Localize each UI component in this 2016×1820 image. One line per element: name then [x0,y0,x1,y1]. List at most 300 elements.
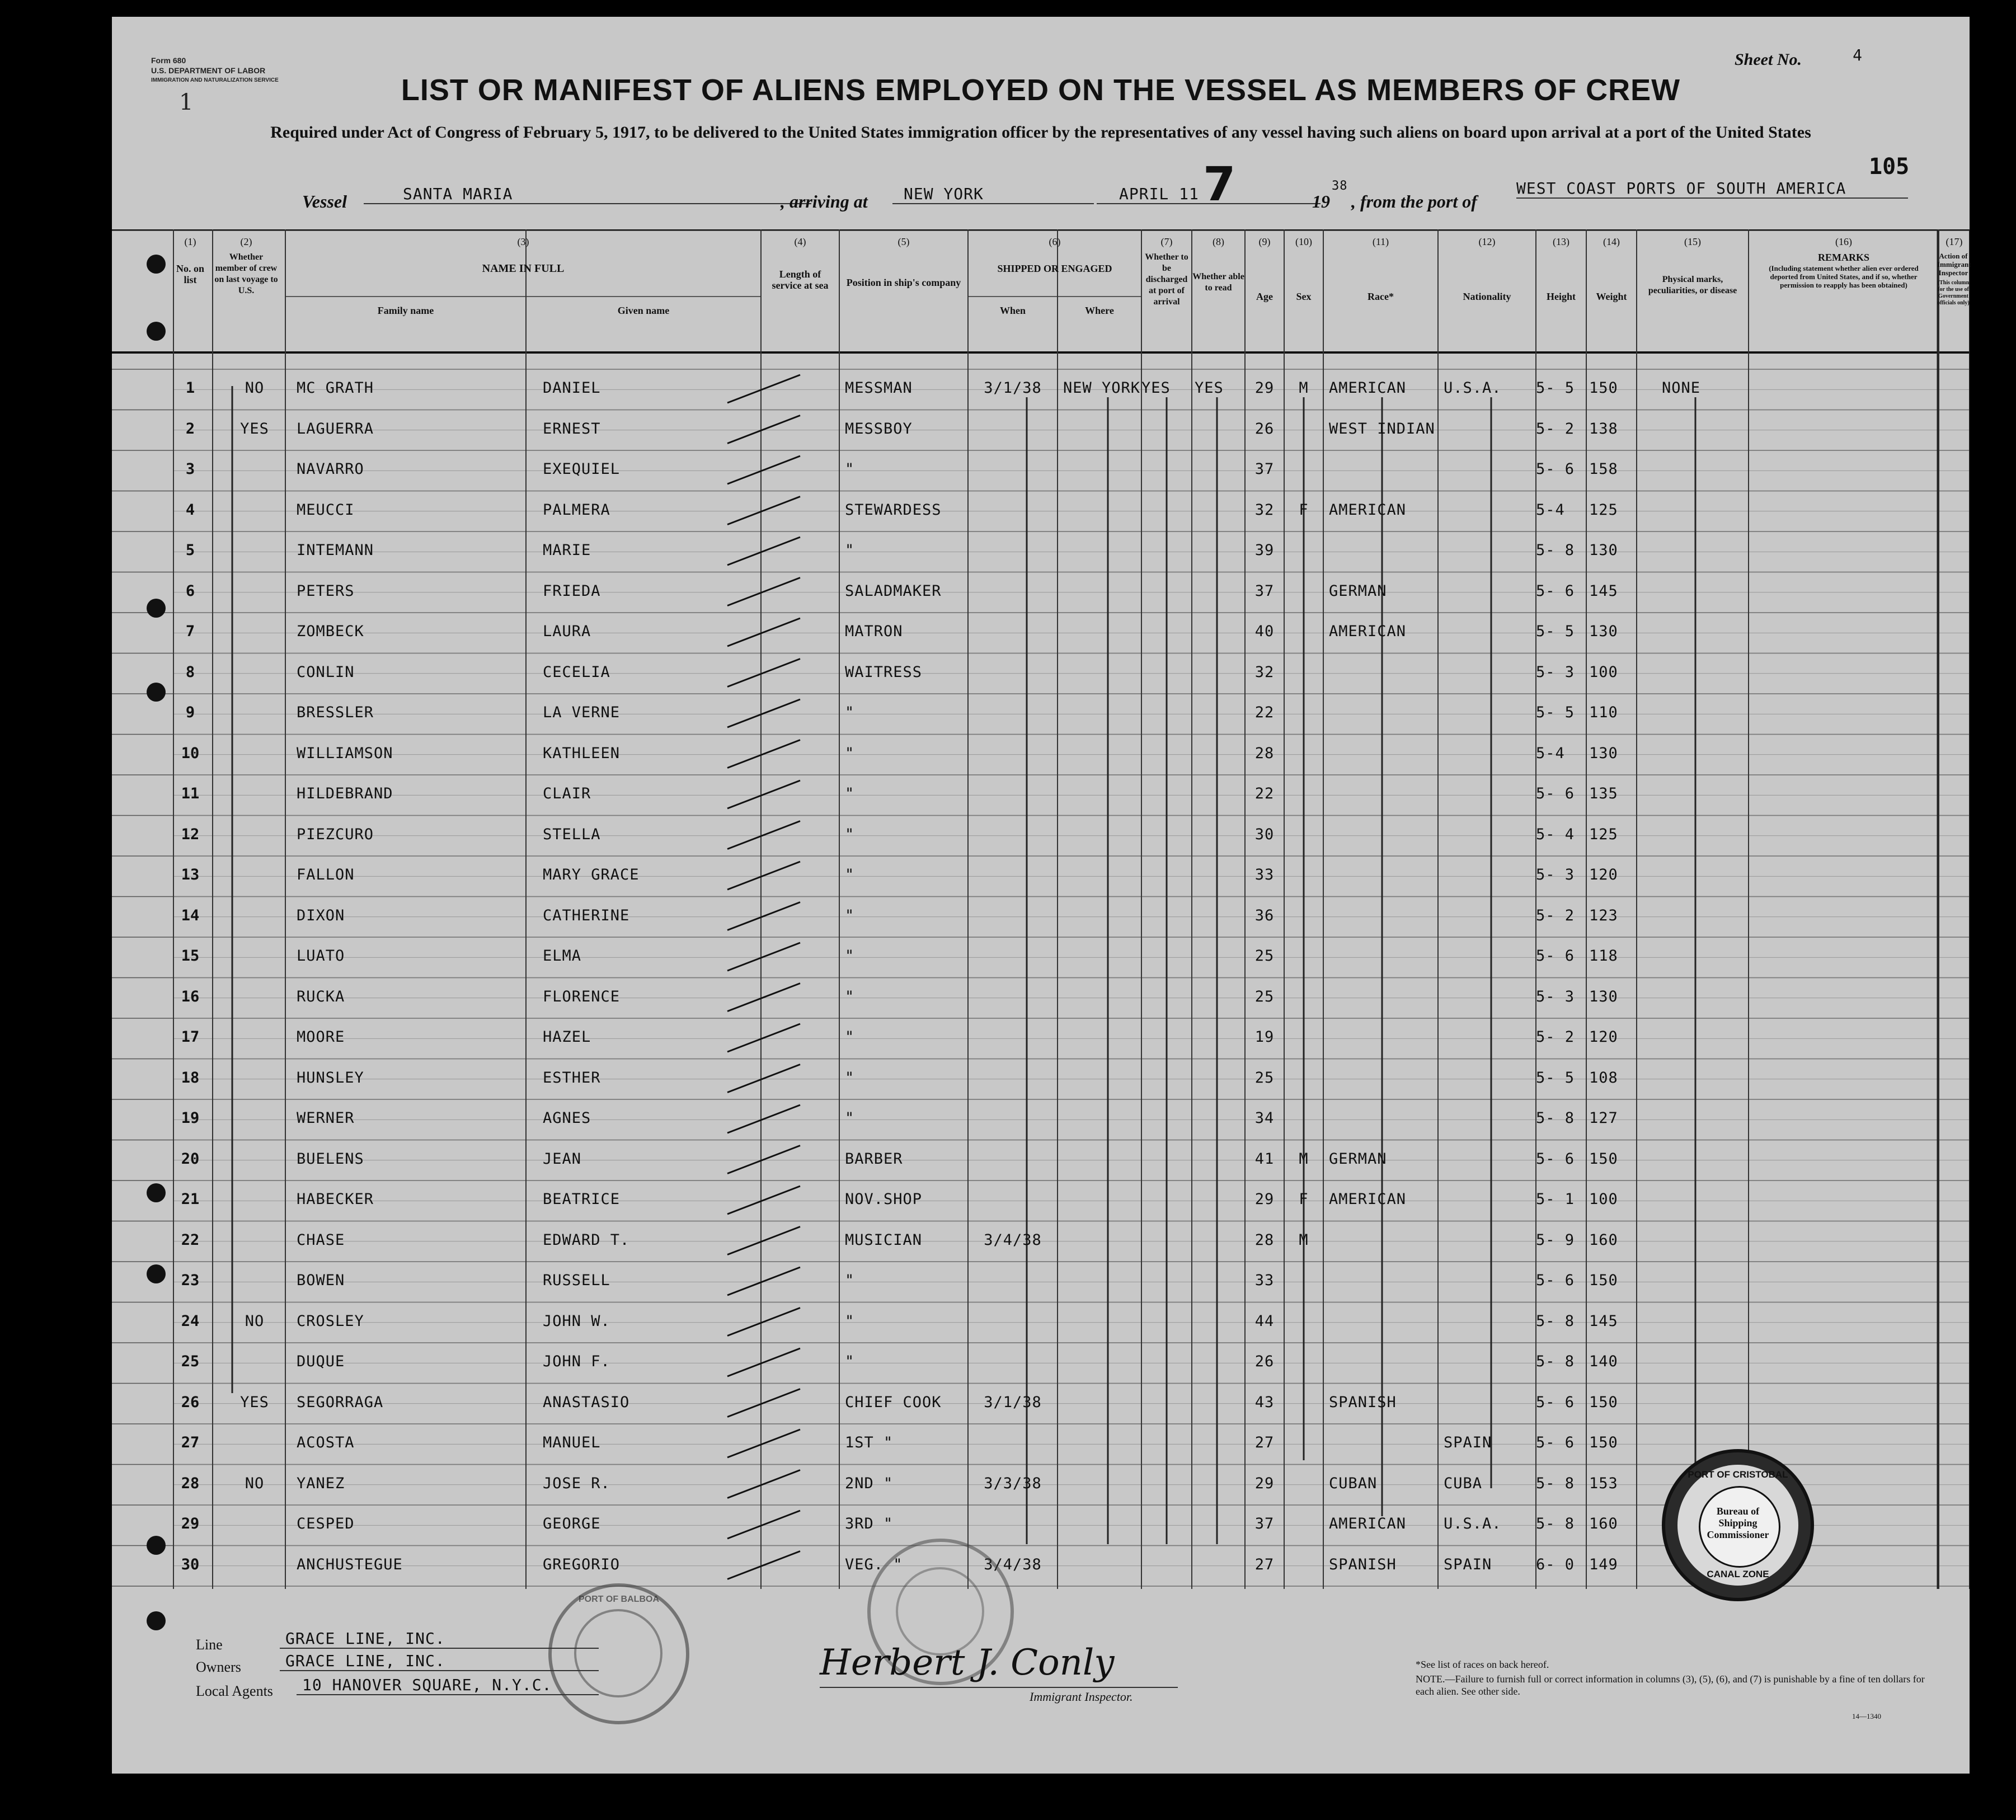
cell-weight: 130 [1589,623,1618,640]
row-number: 5 [185,542,195,559]
cell-age: 33 [1254,866,1275,883]
cell-weight: 125 [1589,501,1618,519]
form-number: Form 680 [151,56,186,65]
cell-height: 5-4 [1536,501,1565,519]
cell-given: EDWARD T. [543,1231,630,1249]
cell-position: " [845,1109,855,1127]
cell-position: " [845,785,855,802]
binder-hole [147,1183,166,1202]
cell-given: ELMA [543,947,582,965]
cell-family: SEGORRAGA [297,1393,384,1411]
row-number: 11 [181,785,200,802]
col9-num: (9) [1258,236,1271,247]
agents-label: Local Agents [196,1683,273,1699]
cell-height: 5- 8 [1536,1312,1575,1330]
cell-position: " [845,1312,855,1330]
cell-race: AMERICAN [1329,623,1407,640]
cell-weight: 138 [1589,420,1618,438]
from-port: WEST COAST PORTS OF SOUTH AMERICA [1516,179,1908,199]
cell-given: PALMERA [543,501,610,519]
cell-age: 43 [1254,1393,1275,1411]
row-number: 1 [185,379,195,397]
row-number: 23 [181,1272,200,1289]
col9-label: Age [1256,291,1273,302]
cell-height: 5- 2 [1536,906,1575,924]
cell-height: 5- 2 [1536,1028,1575,1046]
cell-age: 29 [1254,379,1275,397]
cell-family: INTEMANN [297,542,374,559]
cell-discharged: YES [1141,379,1171,397]
col10-label: Sex [1296,291,1312,302]
cell-given: MARIE [543,542,591,559]
cell-weight: 100 [1589,663,1618,681]
cell-race: AMERICAN [1329,1191,1407,1208]
row-number: 14 [181,906,200,924]
cell-race: SPANISH [1329,1555,1397,1573]
cell-weight: 120 [1589,1028,1618,1046]
cell-crew: YES [240,420,269,438]
cell-given: HAZEL [543,1028,591,1046]
col2-label: Whether member of crew on last voyage to U.S. [214,252,278,295]
cell-weight: 149 [1589,1555,1618,1573]
binder-hole [147,1264,166,1283]
cell-where: NEW YORK [1063,379,1141,397]
cell-height: 5- 6 [1536,1393,1575,1411]
cell-crew: YES [240,1393,269,1411]
cell-given: STELLA [543,825,601,843]
cell-weight: 158 [1589,460,1618,478]
owners-label: Owners [196,1659,241,1675]
cell-age: 26 [1254,1353,1275,1370]
cristobal-bottom: CANAL ZONE [1707,1569,1769,1579]
cell-family: NAVARRO [297,460,364,478]
col17-sub: (This column for the use of Government officials only) [1937,280,1970,306]
cell-age: 40 [1254,623,1275,640]
row-number: 15 [181,947,200,965]
cell-weight: 160 [1589,1231,1618,1249]
cell-weight: 150 [1589,1434,1618,1451]
row-number: 12 [181,825,200,843]
cell-nationality: SPAIN [1444,1434,1492,1451]
cell-when: 3/1/38 [984,379,1042,397]
cell-when: 3/1/38 [984,1393,1042,1411]
cell-sex: M [1299,1150,1309,1168]
col10-num: (10) [1295,236,1312,247]
cell-race: AMERICAN [1329,379,1407,397]
row-number: 18 [181,1069,200,1087]
cell-height: 5- 3 [1536,663,1575,681]
col8-label: Whether able to read [1192,272,1244,293]
row-number: 28 [181,1474,200,1492]
col3-family: Family name [377,305,434,316]
cell-weight: 110 [1589,704,1618,721]
vessel-label: Vessel [302,191,347,211]
cell-given: FRIEDA [543,582,601,600]
cell-height: 5- 9 [1536,1231,1575,1249]
sheet-number: 4 [1853,46,1863,64]
col11-label: Race* [1368,291,1394,302]
row-number: 8 [185,663,195,681]
cell-age: 33 [1254,1272,1275,1289]
cell-weight: 135 [1589,785,1618,802]
cell-age: 29 [1254,1474,1275,1492]
agents-value: 10 HANOVER SQUARE, N.Y.C. [297,1676,599,1695]
cristobal-top: PORT OF CRISTOBAL [1688,1469,1788,1480]
cell-weight: 140 [1589,1353,1618,1370]
cell-family: WILLIAMSON [297,744,393,762]
col3-num: (3) [517,236,529,247]
cell-position: BARBER [845,1150,903,1168]
cell-family: CHASE [297,1231,345,1249]
cell-age: 27 [1254,1434,1275,1451]
year-value: 38 [1332,179,1348,193]
binder-hole [147,322,166,341]
penalty-note: NOTE.—Failure to furnish full or correct information in columns (3), (5), (6), and (7) is punishable by a fine of ten dollars for each alien. See other side. [1416,1673,1925,1697]
cell-given: MANUEL [543,1434,601,1451]
col7-label: Whether to be discharged at port of arrival [1145,252,1188,307]
cell-crew: NO [245,379,265,397]
cell-given: JOHN F. [543,1353,610,1370]
cell-height: 5- 8 [1536,1515,1575,1532]
cell-height: 5- 8 [1536,1474,1575,1492]
col8-num: (8) [1213,236,1224,247]
cristobal-mid: Bureau of Shipping Commissioner [1707,1506,1769,1540]
binder-hole [147,255,166,274]
cell-height: 5- 3 [1536,987,1575,1005]
cell-position: " [845,1069,855,1087]
cell-given: LA VERNE [543,704,621,721]
cell-weight: 153 [1589,1474,1618,1492]
cell-position: NOV.SHOP [845,1191,923,1208]
cell-sex: F [1299,501,1309,519]
col11-num: (11) [1372,236,1389,247]
cell-nationality: U.S.A. [1444,1515,1502,1532]
cell-family: HILDEBRAND [297,785,393,802]
cell-weight: 130 [1589,987,1618,1005]
arriving-port: NEW YORK [892,185,1094,204]
cell-position: WAITRESS [845,663,923,681]
cell-given: RUSSELL [543,1272,610,1289]
binder-hole [147,1611,166,1630]
cell-given: KATHLEEN [543,744,621,762]
cell-height: 5- 3 [1536,866,1575,883]
cell-family: CONLIN [297,663,355,681]
col6-num: (6) [1049,236,1061,247]
cristobal-stamp [1662,1449,1814,1601]
col12-num: (12) [1478,236,1496,247]
cell-height: 5- 6 [1536,1434,1575,1451]
cell-height: 5- 6 [1536,582,1575,600]
cell-weight: 150 [1589,1272,1618,1289]
handwritten-mark: 1 [179,90,194,115]
cell-position: " [845,542,855,559]
cell-given: CLAIR [543,785,591,802]
cell-given: ERNEST [543,420,601,438]
cell-height: 5- 5 [1536,379,1575,397]
col16-sub: (Including statement whether alien ever ordered deported from United States, and if so, whether permission to reapply has been obtained) [1769,264,1919,289]
cell-family: MOORE [297,1028,345,1046]
col17-label: Action of Immigrant Inspector [1937,252,1971,277]
cell-given: JOHN W. [543,1312,610,1330]
cell-given: CECELIA [543,663,610,681]
cell-family: RUCKA [297,987,345,1005]
cell-weight: 160 [1589,1515,1618,1532]
cell-weight: 125 [1589,825,1618,843]
cell-height: 5- 6 [1536,947,1575,965]
races-note: *See list of races on back hereof. [1416,1659,1549,1670]
cell-height: 5- 4 [1536,825,1575,843]
cell-given: JOSE R. [543,1474,610,1492]
cell-family: MC GRATH [297,379,374,397]
arriving-label: , arriving at [781,191,868,211]
row-number: 6 [185,582,195,600]
row-number: 25 [181,1353,200,1370]
cell-weight: 118 [1589,947,1618,965]
cell-position: " [845,1353,855,1370]
col12-label: Nationality [1463,291,1511,302]
cell-given: ANASTASIO [543,1393,630,1411]
cell-family: CROSLEY [297,1312,364,1330]
vessel-name: SANTA MARIA [364,185,811,204]
cell-height: 5- 5 [1536,704,1575,721]
cell-race: WEST INDIAN [1329,420,1435,438]
cell-age: 36 [1254,906,1275,924]
cell-position: " [845,1272,855,1289]
cell-age: 25 [1254,1069,1275,1087]
cell-family: MEUCCI [297,501,355,519]
cell-given: EXEQUIEL [543,460,621,478]
cell-weight: 150 [1589,379,1618,397]
col3-label: NAME IN FULL [482,262,565,275]
cell-weight: 108 [1589,1069,1618,1087]
line-value: GRACE LINE, INC. [280,1629,599,1649]
page-title: LIST OR MANIFEST OF ALIENS EMPLOYED ON THE VESSEL AS MEMBERS OF CREW [401,73,1681,107]
cell-height: 5- 6 [1536,785,1575,802]
cell-height: 5- 8 [1536,1353,1575,1370]
cell-height: 5- 5 [1536,1069,1575,1087]
binder-hole [147,1536,166,1555]
row-number: 16 [181,987,200,1005]
cell-marks: NONE [1662,379,1701,397]
cell-age: 37 [1254,582,1275,600]
col13-label: Height [1547,291,1576,302]
binder-hole [147,683,166,702]
cell-position: " [845,947,855,965]
cell-position: " [845,1028,855,1046]
cell-when: 3/4/38 [984,1231,1042,1249]
cell-race: GERMAN [1329,1150,1387,1168]
cell-height: 5- 6 [1536,1272,1575,1289]
cell-height: 5-4 [1536,744,1565,762]
row-number: 29 [181,1515,200,1532]
row-number: 4 [185,501,195,519]
form-code: 14—1340 [1852,1712,1881,1720]
manifest-sheet [112,17,1970,1774]
col3-given: Given name [617,305,670,316]
cell-given: FLORENCE [543,987,621,1005]
inspector-signature: Herbert J. Conly [820,1642,1115,1683]
cell-height: 5- 5 [1536,623,1575,640]
cell-family: ACOSTA [297,1434,355,1451]
cell-position: 2ND " [845,1474,894,1492]
cell-position: SALADMAKER [845,582,942,600]
col6-when: When [999,305,1026,316]
cell-weight: 130 [1589,744,1618,762]
cell-height: 5- 8 [1536,1109,1575,1127]
cell-race: AMERICAN [1329,1515,1407,1532]
cell-when: 3/4/38 [984,1555,1042,1573]
row-number: 24 [181,1312,200,1330]
cell-read: YES [1195,379,1224,397]
col17-num: (17) [1945,236,1963,247]
col2-num: (2) [240,236,252,247]
cell-family: BOWEN [297,1272,345,1289]
col13-num: (13) [1553,236,1569,247]
cell-family: FALLON [297,866,355,883]
cell-age: 39 [1254,542,1275,559]
cell-family: DUQUE [297,1353,345,1370]
col15-num: (15) [1684,236,1701,247]
row-number: 21 [181,1191,200,1208]
cell-weight: 123 [1589,906,1618,924]
cell-position: " [845,866,855,883]
cell-given: JEAN [543,1150,582,1168]
cell-age: 32 [1254,663,1275,681]
cell-position: VEG. " [845,1555,903,1573]
cell-height: 5- 2 [1536,420,1575,438]
cell-position: MATRON [845,623,903,640]
cell-position: " [845,906,855,924]
cell-age: 28 [1254,1231,1275,1249]
row-number: 10 [181,744,200,762]
cell-nationality: CUBA [1444,1474,1483,1492]
cell-nationality: SPAIN [1444,1555,1492,1573]
cell-age: 37 [1254,460,1275,478]
binder-hole [147,599,166,618]
col1-num: (1) [184,236,196,247]
row-number: 26 [181,1393,200,1411]
cell-height: 5- 1 [1536,1191,1575,1208]
cell-family: BRESSLER [297,704,374,721]
cell-family: PETERS [297,582,355,600]
cell-given: GREGORIO [543,1555,621,1573]
cell-age: 19 [1254,1028,1275,1046]
cell-position: " [845,825,855,843]
cell-weight: 145 [1589,1312,1618,1330]
cell-age: 27 [1254,1555,1275,1573]
page-subtitle: Required under Act of Congress of February 5, 1917, to be delivered to the United States immigration officer by the representatives of any vessel having such aliens on board upon arrival at a port of the United States [270,123,1811,142]
col7-num: (7) [1160,236,1173,247]
arrival-date: APRIL 11 [1097,185,1320,204]
sheet-label: Sheet No. [1735,50,1802,69]
cell-race: SPANISH [1329,1393,1397,1411]
inspector-label: Immigrant Inspector. [1030,1690,1133,1704]
cell-given: DANIEL [543,379,601,397]
cell-family: LAGUERRA [297,420,374,438]
cell-weight: 127 [1589,1109,1618,1127]
cell-position: " [845,744,855,762]
cell-age: 41 [1254,1150,1275,1168]
cell-given: MARY GRACE [543,866,640,883]
cell-age: 25 [1254,987,1275,1005]
balboa-label: PORT OF BALBOA [579,1595,659,1604]
row-number: 22 [181,1231,200,1249]
cell-crew: NO [245,1312,265,1330]
cell-weight: 100 [1589,1191,1618,1208]
cell-family: DIXON [297,906,345,924]
cell-position: " [845,987,855,1005]
cell-age: 22 [1254,785,1275,802]
cell-age: 44 [1254,1312,1275,1330]
cell-height: 5- 6 [1536,460,1575,478]
cell-age: 28 [1254,744,1275,762]
cell-height: 6- 0 [1536,1555,1575,1573]
cell-family: ANCHUSTEGUE [297,1555,403,1573]
signature-line [820,1687,1178,1688]
cell-family: YANEZ [297,1474,345,1492]
cell-sex: M [1299,1231,1309,1249]
cell-given: CATHERINE [543,906,630,924]
cell-nationality: U.S.A. [1444,379,1502,397]
row-number: 17 [181,1028,200,1046]
cell-family: PIEZCURO [297,825,374,843]
cell-race: CUBAN [1329,1474,1378,1492]
line-label: Line [196,1636,223,1653]
cell-position: " [845,460,855,478]
col16-num: (16) [1835,236,1852,247]
cell-family: HABECKER [297,1191,374,1208]
cell-given: GEORGE [543,1515,601,1532]
cell-weight: 150 [1589,1150,1618,1168]
cell-weight: 120 [1589,866,1618,883]
cell-age: 37 [1254,1515,1275,1532]
department-name: U.S. DEPARTMENT OF LABOR [151,66,266,75]
row-number: 13 [181,866,200,883]
cell-when: 3/3/38 [984,1474,1042,1492]
cell-family: HUNSLEY [297,1069,364,1087]
row-number: 30 [181,1555,200,1573]
cell-race: GERMAN [1329,582,1387,600]
cell-family: CESPED [297,1515,355,1532]
cell-position: 3RD " [845,1515,894,1532]
owners-value: GRACE LINE, INC. [280,1652,599,1671]
cell-height: 5- 8 [1536,542,1575,559]
cell-position: MESSMAN [845,379,913,397]
col5-num: (5) [897,236,910,247]
col5-label: Position in ship's company [846,277,961,288]
cell-age: 26 [1254,420,1275,438]
cell-sex: F [1299,1191,1309,1208]
row-number: 9 [185,704,195,721]
row-number: 7 [185,623,195,640]
cell-age: 34 [1254,1109,1275,1127]
cell-given: LAURA [543,623,591,640]
cell-crew: NO [245,1474,265,1492]
cell-family: ZOMBECK [297,623,364,640]
cell-race: AMERICAN [1329,501,1407,519]
row-number: 2 [185,420,195,438]
cell-weight: 145 [1589,582,1618,600]
service-name: IMMIGRATION AND NATURALIZATION SERVICE [151,77,279,83]
cell-family: WERNER [297,1109,355,1127]
cell-position: MESSBOY [845,420,913,438]
cell-sex: M [1299,379,1309,397]
col15-label: Physical marks, peculiarities, or disease [1648,275,1737,295]
row-number: 27 [181,1434,200,1451]
col4-num: (4) [794,236,806,247]
row-number: 3 [185,460,195,478]
cell-position: MUSICIAN [845,1231,923,1249]
